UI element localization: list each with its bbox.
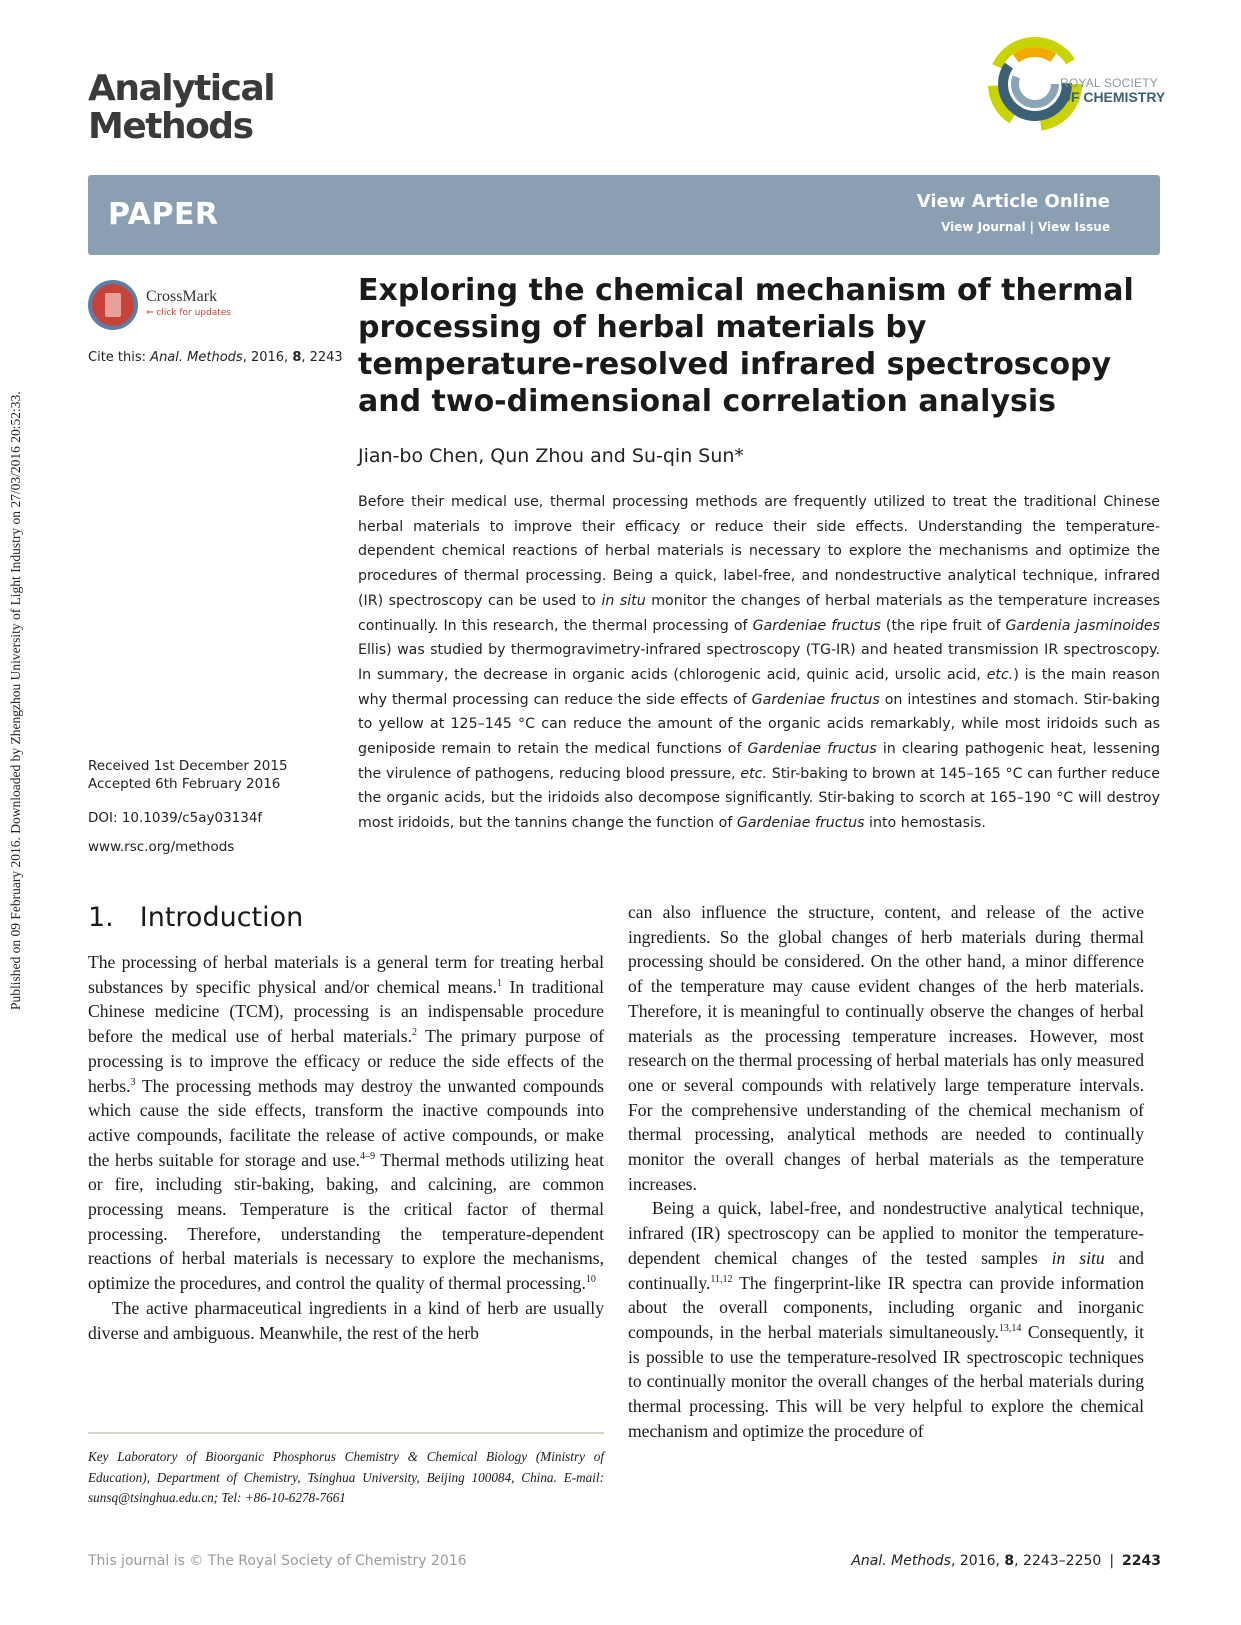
cite-page: , 2243	[301, 350, 343, 365]
crossmark-sub-text: click for updates	[156, 308, 232, 318]
body-column-left	[88, 950, 604, 1345]
section-title: Introduction	[139, 902, 304, 933]
publisher-line2: OF CHEMISTRY	[1060, 89, 1166, 105]
body-paragraph: can also influence the structure, content, and release of the active ingredients. So the global changes of herb materials during thermal processing should be considered. On the other hand, a minor difference of the temperature may cause evident changes of the herb materials. Therefore, it is meaningful to continually observe the changes of herbal materials as the processing temperature increases. However, most research on the thermal processing of herbal materials has only measured one or several compounds with relatively large temperature intervals. For the comprehensive understanding of the chemical mechanism of thermal processing, analytical methods are needed to continually monitor the overall changes of herbal materials as the temperature increases.	[628, 902, 1144, 1194]
view-issue-link[interactable]: View Issue	[1037, 220, 1110, 234]
article-type-label: PAPER	[108, 197, 219, 232]
download-stamp: Published on 09 February 2016. Downloaded by Zhengzhou University of Light Industry on 27/03/2016 20:52:33.	[8, 391, 23, 1010]
crossmark-name: CrossMark	[146, 288, 218, 305]
copyright-footer: This journal is © The Royal Society of Chemistry 2016	[88, 1553, 467, 1569]
publisher-line1: ROYAL SOCIETY	[1060, 76, 1158, 90]
abstract: Before their medical use, thermal processing methods are frequently utilized to treat the traditional Chinese herbal materials to improve their efficacy or reduce their side effects. Understanding the temperature-dependent chemical reactions of herbal materials is necessary to explore the mechanisms and optimize the procedures of thermal processing. Being a quick, label-free, and nondestructive analytical technique, infrared (IR) spectroscopy can be used to in situ monitor the changes of herbal materials as the temperature increases continually. In this research, the thermal processing of Gardeniae fructus (the ripe fruit of Gardenia jasminoides Ellis) was studied by thermogravimetry-infrared spectroscopy (TG-IR) and heated transmission IR spectroscopy. In summary, the decrease in organic acids (chlorogenic acid, quinic acid, ursolic acid, etc.) is the main reason why thermal processing can reduce the side effects of Gardeniae fructus on intestines and stomach. Stir-baking to yellow at 125–145 °C can reduce the amount of the organic acids remarkably, while most iridoids such as geniposide remain to retain the medical functions of Gardeniae fructus in clearing pathogenic heat, lessening the virulence of pathogens, reducing blood pressure, etc. Stir-baking to brown at 145–165 °C can further reduce the organic acids, but the iridoids also decompose significantly. Stir-baking to scorch at 165–190 °C will destroy most iridoids, but the tannins change the function of Gardeniae fructus into hemostasis.	[358, 494, 1161, 832]
accepted-date: Accepted 6th February 2016	[88, 776, 281, 792]
view-article-online-link[interactable]: View Article Online	[916, 191, 1110, 212]
citation	[88, 350, 343, 365]
section-number: 1.	[88, 902, 114, 933]
cite-volume: 8	[292, 350, 302, 365]
link-separator: |	[1029, 220, 1034, 234]
section-heading	[88, 902, 303, 933]
affiliation-footnote: Key Laboratory of Bioorganic Phosphorus Chemistry & Chemical Biology (Ministry of Education), Department of Chemistry, Tsinghua University, Beijing 100084, China. E-mail: sunsq@tsinghua.edu.cn; Tel: +86-10-6278-7661	[88, 1449, 604, 1505]
journal-name-line1: Analytical	[88, 68, 275, 109]
doi[interactable]: DOI: 10.1039/c5ay03134f	[88, 810, 263, 826]
body-paragraph: The active pharmaceutical ingredients in a kind of herb are usually diverse and ambiguous. Meanwhile, the rest of the herb	[88, 1297, 604, 1343]
dates	[88, 757, 288, 793]
footnote-divider	[88, 1432, 604, 1434]
cite-journal: Anal. Methods	[150, 350, 243, 365]
publisher-name	[1060, 76, 1165, 104]
body-paragraph: Being a quick, label-free, and nondestructive analytical technique, infrared (IR) spectroscopy can be applied to monitor the temperature-dependent chemical changes of the tested samples in situ and continually.$^{11,12}$ The fingerprint-like IR spectra can provide information about the overall components, including organic and inorganic compounds, in the herbal materials simultaneously.$^{13,14}$ Consequently, it is possible to use the temperature-resolved IR spectroscopic techniques to continually monitor the overall changes of the herbal materials during thermal processing. This will be very helpful to explore the chemical mechanism and optimize the procedure of	[628, 1198, 1145, 1441]
crossmark-icon	[88, 280, 138, 330]
view-journal-link[interactable]: View Journal	[941, 220, 1026, 234]
body-column-right	[628, 900, 1144, 1443]
article-type-banner	[88, 175, 1160, 255]
page-number: 2243	[1122, 1553, 1161, 1569]
article-title: Exploring the chemical mechanism of thermal processing of herbal materials by temperature-resolved infrared spectroscopy and two-dimensional correlation analysis	[358, 273, 1134, 419]
cite-year: , 2016,	[242, 350, 293, 365]
crossmark-badge[interactable]	[88, 280, 288, 330]
journal-url[interactable]: www.rsc.org/methods	[88, 839, 235, 855]
received-date: Received 1st December 2015	[88, 758, 288, 774]
view-links	[941, 220, 1110, 234]
page-footer: Anal. Methods, 2016, 8, 2243–2250 | 2243	[851, 1553, 1161, 1569]
journal-name-line2: Methods	[88, 106, 253, 147]
cite-prefix: Cite this:	[88, 350, 147, 365]
crossmark-sub: ⇐ click for updates	[146, 308, 232, 318]
author-list: Jian-bo Chen, Qun Zhou and Su-qin Sun*	[358, 445, 744, 467]
body-paragraph: The processing of herbal materials is a general term for treating herbal substances by specific physical and/or chemical means.$^1$ In traditional Chinese medicine (TCM), processing is an indispensable procedure before the medical use of herbal materials.$^2$ The primary purpose of processing is to improve the efficacy or reduce the side effects of the herbs.$^3$ The processing methods may destroy the unwanted compounds which cause the side effects, transform the inactive compounds into active compounds, facilitate the release of active compounds, or make the herbs suitable for storage and use.$^{4-9}$ Thermal methods utilizing heat or fire, including stir-baking, baking, and calcining, are common processing means. Temperature is the critical factor of thermal processing. Therefore, understanding the temperature-dependent reactions of herbal materials is necessary to explore the mechanisms, optimize the procedures, and control the quality of thermal processing.$^{10}$	[88, 952, 605, 1294]
journal-logo	[88, 70, 274, 146]
